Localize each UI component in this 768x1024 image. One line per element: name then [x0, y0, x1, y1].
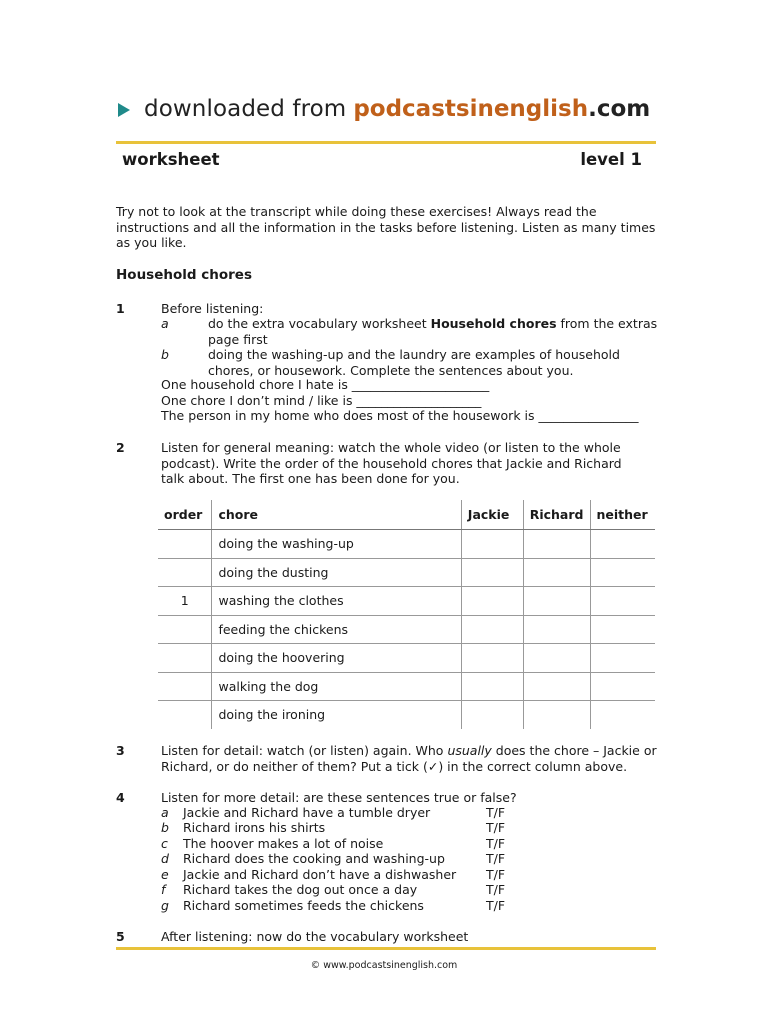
- jackie-cell[interactable]: [461, 644, 523, 673]
- q1-sentence-1: One household chore I hate is ______________________: [161, 377, 490, 392]
- brand-podcasts: podcasts: [353, 96, 470, 122]
- col-richard: Richard: [523, 500, 590, 530]
- brand-dotcom: .com: [588, 96, 651, 122]
- neither-cell[interactable]: [590, 701, 655, 729]
- richard-cell[interactable]: [523, 672, 590, 701]
- table-row: [158, 558, 655, 587]
- tf-statement: Richard does the cooking and washing-up: [183, 851, 445, 866]
- footer-divider: [116, 947, 656, 950]
- table-row: [158, 672, 655, 701]
- table-row: [158, 587, 655, 616]
- jackie-cell[interactable]: [461, 615, 523, 644]
- q2-text: Listen for general meaning: watch the whole video (or listen to the whole podcast). Write the order of the household chores that Jackie and Richard talk about. The first one has been done for you.: [161, 440, 622, 486]
- order-cell[interactable]: [158, 530, 212, 559]
- q4-lead: Listen for more detail: are these sentences true or false?: [161, 790, 517, 805]
- q5-number: 5: [116, 929, 125, 944]
- richard-cell[interactable]: [523, 644, 590, 673]
- tf-letter: d: [161, 851, 169, 866]
- richard-cell[interactable]: [523, 615, 590, 644]
- jackie-cell[interactable]: [461, 701, 523, 729]
- q1-b-letter: b: [161, 347, 169, 362]
- tf-answer[interactable]: T/F: [486, 898, 506, 913]
- tf-letter: c: [161, 836, 168, 851]
- q1-a-bold: Household chores: [430, 316, 557, 331]
- q3-italic: usually: [447, 743, 492, 758]
- q3-number: 3: [116, 743, 125, 758]
- jackie-cell[interactable]: [461, 672, 523, 701]
- q4-number: 4: [116, 790, 125, 805]
- chore-cell: washing the clothes: [212, 587, 461, 616]
- order-cell[interactable]: [158, 644, 212, 673]
- table-row: [158, 644, 655, 673]
- neither-cell[interactable]: [590, 672, 655, 701]
- tf-statement: Richard sometimes feeds the chickens: [183, 898, 424, 913]
- table-header-row: [158, 500, 655, 530]
- chore-cell: doing the ironing: [212, 701, 461, 729]
- chore-cell: doing the hoovering: [212, 644, 461, 673]
- tf-statement: The hoover makes a lot of noise: [183, 836, 384, 851]
- tf-answer[interactable]: T/F: [486, 820, 506, 835]
- tf-statement: Richard takes the dog out once a day: [183, 882, 418, 897]
- richard-cell[interactable]: [523, 530, 590, 559]
- jackie-cell[interactable]: [461, 558, 523, 587]
- chore-cell: doing the washing-up: [212, 530, 461, 559]
- q1-a-letter: a: [161, 316, 169, 331]
- col-jackie: Jackie: [461, 500, 523, 530]
- q5-text: After listening: now do the vocabulary worksheet: [161, 929, 469, 944]
- q1-sentence-3: The person in my home who does most of the housework is ________________: [161, 408, 639, 423]
- richard-cell[interactable]: [523, 587, 590, 616]
- table-row: [158, 530, 655, 559]
- worksheet-label: worksheet: [122, 150, 220, 169]
- neither-cell[interactable]: [590, 615, 655, 644]
- order-cell[interactable]: [158, 615, 212, 644]
- worksheet-title-row: [122, 150, 642, 169]
- tf-statement: Jackie and Richard don’t have a dishwasher: [183, 867, 457, 882]
- q2-number: 2: [116, 440, 125, 455]
- section-title: Household chores: [116, 267, 252, 283]
- order-cell[interactable]: 1: [158, 587, 212, 616]
- q1-a-pre: do the extra vocabulary worksheet: [208, 316, 431, 331]
- chore-cell: feeding the chickens: [212, 615, 461, 644]
- tf-letter: e: [161, 867, 169, 882]
- col-order: order: [158, 500, 212, 530]
- jackie-cell[interactable]: [461, 587, 523, 616]
- richard-cell[interactable]: [523, 558, 590, 587]
- header-divider: [116, 141, 656, 144]
- brand-inenglish: inenglish: [469, 96, 589, 122]
- table-row: [158, 701, 655, 729]
- tf-statement: Jackie and Richard have a tumble dryer: [183, 805, 431, 820]
- level-label: level 1: [580, 150, 642, 169]
- q1-number: 1: [116, 301, 125, 316]
- tf-answer[interactable]: T/F: [486, 805, 506, 820]
- tf-letter: g: [161, 898, 169, 913]
- q1-lead: Before listening:: [161, 301, 264, 316]
- chore-cell: walking the dog: [212, 672, 461, 701]
- q3-post: does the chore – Jackie or Richard, or do neither of them? Put a tick (✓) in the correct column above.: [161, 743, 657, 774]
- neither-cell[interactable]: [590, 587, 655, 616]
- tf-letter: f: [161, 882, 166, 897]
- q1-a-text: [208, 316, 658, 347]
- order-cell[interactable]: [158, 672, 212, 701]
- tf-letter: b: [161, 820, 169, 835]
- col-neither: neither: [590, 500, 655, 530]
- chore-cell: doing the dusting: [212, 558, 461, 587]
- downloaded-from-text: downloaded from: [144, 96, 347, 122]
- site-header: [118, 96, 656, 122]
- q3-text: [161, 743, 661, 774]
- tf-answer[interactable]: T/F: [486, 836, 506, 851]
- tf-letter: a: [161, 805, 169, 820]
- tf-answer[interactable]: T/F: [486, 867, 506, 882]
- tf-statement: Richard irons his shirts: [183, 820, 326, 835]
- col-chore: chore: [212, 500, 461, 530]
- intro-paragraph: Try not to look at the transcript while doing these exercises! Always read the instructions and all the information in the tasks before listening. Listen as many times as you like.: [116, 204, 656, 250]
- order-cell[interactable]: [158, 701, 212, 729]
- neither-cell[interactable]: [590, 644, 655, 673]
- order-cell[interactable]: [158, 558, 212, 587]
- play-arrow-icon: [118, 103, 130, 117]
- neither-cell[interactable]: [590, 558, 655, 587]
- q1-sentence-2: One chore I don’t mind / like is ____________________: [161, 393, 482, 408]
- richard-cell[interactable]: [523, 701, 590, 729]
- jackie-cell[interactable]: [461, 530, 523, 559]
- table-row: [158, 615, 655, 644]
- tf-answer[interactable]: T/F: [486, 882, 506, 897]
- q1-b-text: doing the washing-up and the laundry are examples of household chores, or housework. Complete the sentences about you.: [208, 347, 620, 378]
- neither-cell[interactable]: [590, 530, 655, 559]
- tf-answer[interactable]: T/F: [486, 851, 506, 866]
- footer-copyright: © www.podcastsinenglish.com: [310, 960, 458, 971]
- q3-pre: Listen for detail: watch (or listen) again. Who: [161, 743, 448, 758]
- q1-a-post: from the extras page first: [208, 316, 658, 347]
- chores-table: [158, 500, 655, 729]
